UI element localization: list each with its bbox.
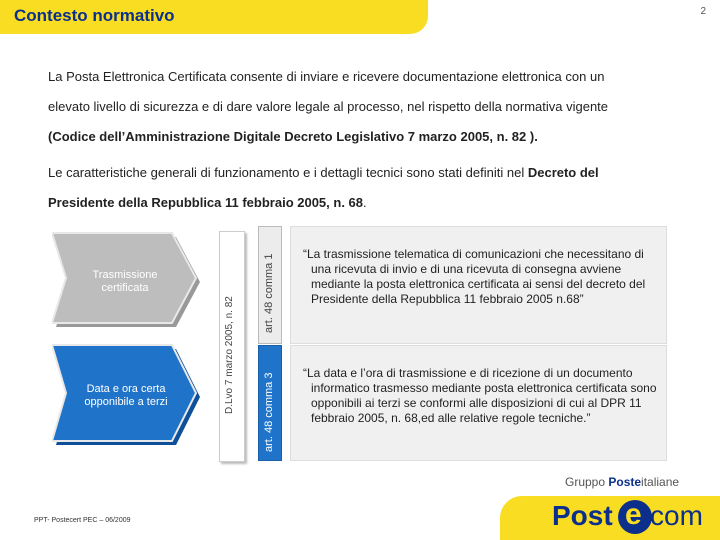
page-title: Contesto normativo bbox=[14, 6, 175, 25]
article-1-box bbox=[258, 226, 282, 344]
chevron-transmission-label: Trasmissione certificata bbox=[92, 269, 158, 294]
details-line-1 bbox=[48, 165, 599, 180]
gruppo-bold: Poste bbox=[608, 475, 642, 489]
details-line-1-bold: Decreto del bbox=[527, 165, 599, 180]
logo-e: e bbox=[625, 498, 642, 531]
logo-post: Post bbox=[552, 500, 613, 531]
article-3-box bbox=[258, 345, 282, 461]
chevron-timestamp bbox=[52, 343, 204, 451]
article-3-label: art. 48 comma 3 bbox=[263, 372, 275, 452]
quote-box-2 bbox=[290, 345, 667, 461]
quote-box-1 bbox=[290, 226, 667, 344]
details-line-2-bold: Presidente della Repubblica 11 febbraio 2005, n. 68 bbox=[48, 195, 364, 210]
chevron-transmission bbox=[52, 231, 204, 333]
gruppo-prefix: Gruppo bbox=[565, 475, 609, 489]
intro-line-3: (Codice dell’Amministrazione Digitale Decreto Legislativo 7 marzo 2005, n. 82 ). bbox=[48, 129, 538, 144]
gruppo-poste-logo bbox=[565, 475, 679, 489]
logo-e-circle bbox=[618, 500, 652, 534]
intro-line-1: La Posta Elettronica Certificata consente di inviare e ricevere documentazione elettronica con un bbox=[48, 69, 605, 84]
chevron-timestamp-label: Data e ora certa opponibile a terzi bbox=[84, 383, 168, 408]
quote-1-text: “La trasmissione telematica di comunicazioni che necessitano di una ricevuta di invio e di una ricevuta di consegna avviene mediante la posta elettronica certificata ai sensi del decreto del Presidente della Repubblica 11 febbraio 2005 n.68” bbox=[303, 247, 646, 306]
details-line-1-text: Le caratteristiche generali di funzionamento e i dettagli tecnici sono stati definiti nel bbox=[48, 165, 528, 180]
details-line-2 bbox=[48, 195, 367, 210]
article-1-label: art. 48 comma 1 bbox=[263, 253, 275, 333]
gruppo-suffix: italiane bbox=[641, 475, 680, 489]
logo-com: com bbox=[650, 500, 703, 531]
details-line-2-tail: . bbox=[363, 195, 367, 210]
intro-line-2: elevato livello di sicurezza e di dare valore legale al processo, nel rispetto della normativa vigente bbox=[48, 99, 609, 114]
law-label-box bbox=[219, 231, 245, 462]
postecom-logo bbox=[500, 496, 720, 540]
footer-caption: PPT- Postecert PEC – 06/2009 bbox=[34, 517, 131, 524]
law-label: D.Lvo 7 marzo 2005, n. 82 bbox=[224, 296, 235, 414]
quote-2-text: “La data e l’ora di trasmissione e di ricezione di un documento informatico trasmesso mediante posta elettronica certificata sono opponibili ai terzi se conformi alle disposizioni di cui al DPR 11 febbraio 2005, n. 68,ed alle relative regole tecniche.” bbox=[303, 366, 657, 425]
slide-number: 2 bbox=[700, 6, 706, 17]
